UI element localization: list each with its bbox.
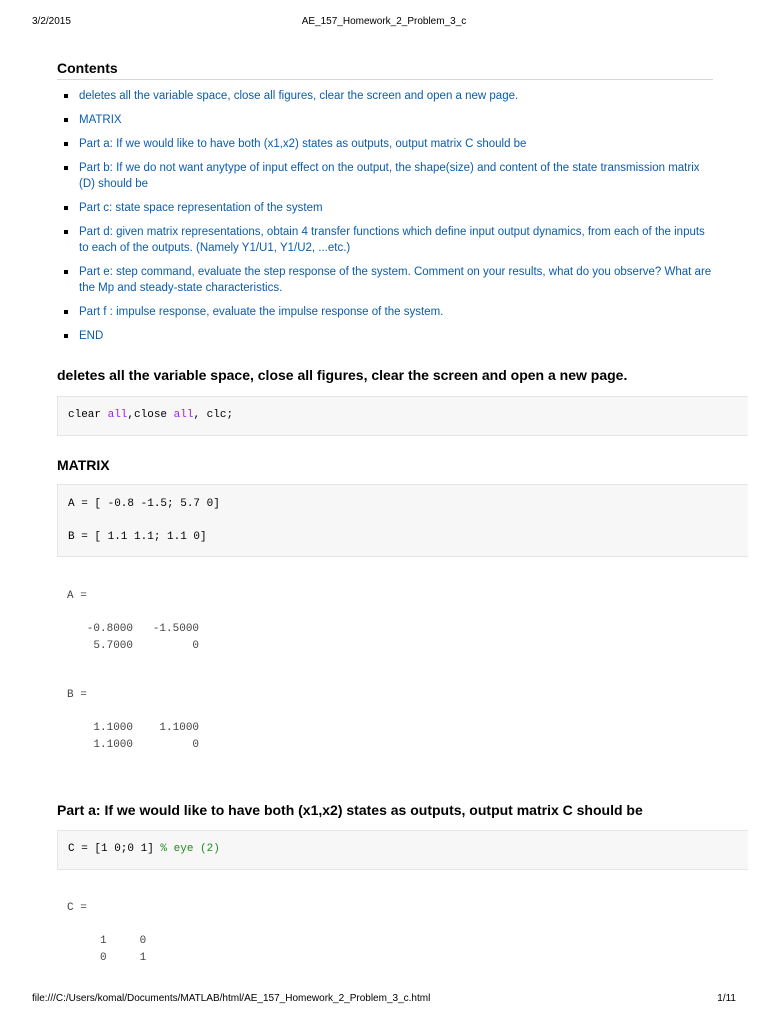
toc-link[interactable]: MATRIX [79, 114, 122, 126]
code-line: A = [ -0.8 -1.5; 5.7 0] [68, 498, 220, 510]
toc-link[interactable]: Part c: state space representation of the system [79, 202, 323, 214]
contents-divider [57, 79, 713, 80]
contents-heading: Contents [57, 60, 118, 76]
print-footer [32, 993, 736, 1009]
code-comment: % eye (2) [160, 843, 220, 855]
page-number: 1/11 [717, 993, 736, 1004]
toc-link[interactable]: Part e: step command, evaluate the step response of the system. Comment on your results, what do you observe? What are the Mp and steady-state characteristics. [79, 266, 712, 294]
toc-link[interactable]: END [79, 330, 104, 342]
code-line: clear all,close all, clc; [68, 409, 234, 421]
toc-link[interactable]: Part a: If we would like to have both (x1,x2) states as outputs, output matrix C should be [79, 138, 527, 150]
table-of-contents [57, 88, 713, 352]
toc-link[interactable]: deletes all the variable space, close all figures, clear the screen and open a new page. [79, 90, 519, 102]
output-a-row: -0.8000 -1.5000 [67, 623, 200, 635]
toc-item[interactable] [57, 264, 713, 296]
section-heading-clear: deletes all the variable space, close all figures, clear the screen and open a new page. [57, 367, 628, 383]
bullet-icon [64, 230, 68, 234]
section-heading-part-a: Part a: If we would like to have both (x1,x2) states as outputs, output matrix C should be [57, 802, 643, 818]
output-c-row: 0 1 [67, 952, 147, 964]
bullet-icon [64, 270, 68, 274]
output-b-label: B = [67, 689, 87, 701]
output-b-row: 1.1000 1.1000 [67, 722, 200, 734]
output-a-row: 5.7000 0 [67, 640, 200, 652]
print-date: 3/2/2015 [32, 16, 71, 27]
toc-item[interactable] [57, 88, 713, 104]
bullet-icon [64, 206, 68, 210]
code-line: B = [ 1.1 1.1; 1.1 0] [68, 531, 207, 543]
toc-item[interactable] [57, 328, 713, 344]
toc-link[interactable]: Part b: If we do not want anytype of input effect on the output, the shape(size) and content of the state transmission matrix (D) should be [79, 162, 700, 190]
toc-link[interactable]: Part d: given matrix representations, obtain 4 transfer functions which define input output dynamics, from each of the inputs to each of the outputs. (Namely Y1/U1, Y1/U2, ...etc.) [79, 226, 705, 254]
bullet-icon [64, 94, 68, 98]
toc-link[interactable]: Part f : impulse response, evaluate the impulse response of the system. [79, 306, 444, 318]
bullet-icon [64, 310, 68, 314]
bullet-icon [64, 118, 68, 122]
bullet-icon [64, 334, 68, 338]
code-block-clear[interactable] [57, 396, 748, 436]
section-heading-matrix: MATRIX [57, 457, 110, 473]
code-line: C = [1 0;0 1] % eye (2) [68, 843, 220, 855]
toc-item[interactable] [57, 304, 713, 320]
toc-item[interactable] [57, 136, 713, 152]
code-block-part-a[interactable] [57, 830, 748, 870]
print-title: AE_157_Homework_2_Problem_3_c [301, 16, 467, 27]
toc-item[interactable] [57, 112, 713, 128]
toc-item[interactable] [57, 160, 713, 192]
bullet-icon [64, 166, 68, 170]
output-c-label: C = [67, 902, 87, 914]
code-block-matrix[interactable] [57, 484, 748, 557]
toc-item[interactable] [57, 200, 713, 216]
output-c-row: 1 0 [67, 935, 147, 947]
bullet-icon [64, 142, 68, 146]
toc-item[interactable] [57, 224, 713, 256]
output-b-row: 1.1000 0 [67, 739, 200, 751]
file-path: file:///C:/Users/komal/Documents/MATLAB/html/AE_157_Homework_2_Problem_3_c.html [32, 993, 431, 1004]
output-a-label: A = [67, 590, 87, 602]
print-header [32, 16, 736, 32]
